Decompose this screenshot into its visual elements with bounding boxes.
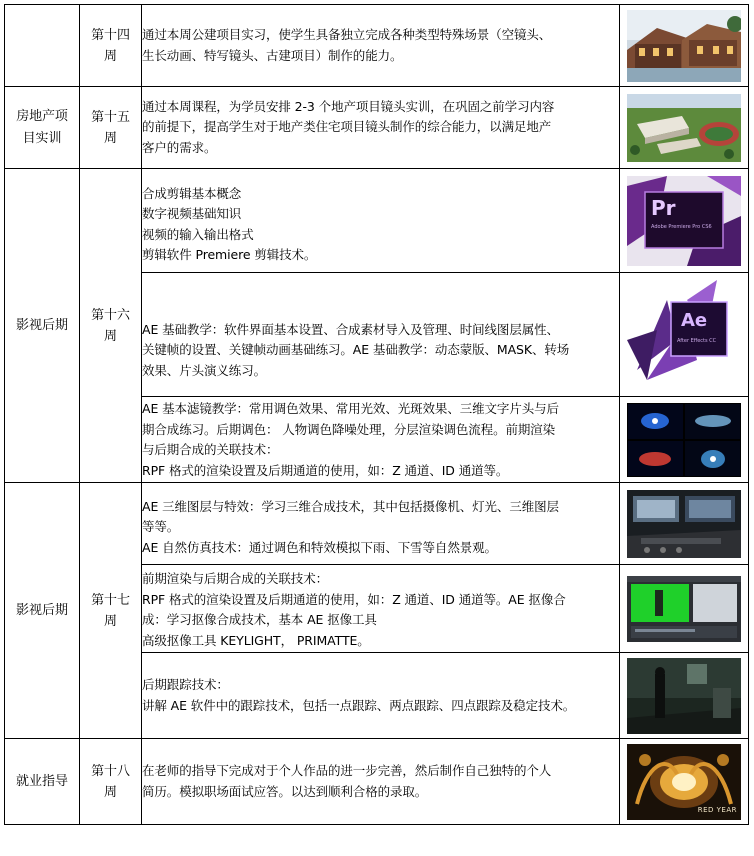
- description-line: 等等。: [142, 519, 180, 535]
- module-cell: [5, 87, 80, 169]
- module-cell: 影视后期: [5, 169, 80, 483]
- description-cell: [142, 169, 620, 273]
- campus-aerial-render: [627, 94, 741, 162]
- description-line: 期合成练习。后期调色： 人物调色降噪处理，分层渲染调色流程。前期渲染: [142, 421, 556, 437]
- week-cell: [80, 739, 142, 825]
- module-cell: [5, 5, 80, 87]
- week-cell: [80, 5, 142, 87]
- green-screen-keying-image: [627, 576, 741, 642]
- description-cell: [142, 653, 620, 739]
- description-line: 关键帧的设置、关键帧动画基础练习。AE 基础教学：动态蒙版、MASK、转场: [142, 342, 570, 358]
- description-line: 合成剪辑基本概念: [142, 185, 242, 201]
- module-label: 目实训: [22, 130, 62, 146]
- thumbnail-cell: [620, 169, 749, 273]
- week-label: 周: [104, 784, 117, 800]
- week-cell: [80, 87, 142, 169]
- description-cell: [142, 397, 620, 483]
- week-label: 第十五: [91, 109, 130, 125]
- table-row: [5, 87, 749, 169]
- week-label: 周: [104, 130, 117, 146]
- light-effects-grid-image: [627, 403, 741, 477]
- description-line: AE 基本滤镜教学：常用调色效果、常用光效、光斑效果、三维文字片头与后: [142, 401, 559, 416]
- after-effects-logo-text: Ae: [681, 309, 708, 331]
- description-line: 数字视频基础知识: [142, 206, 242, 221]
- thumbnail-cell: [620, 397, 749, 483]
- thumbnail-cell: [620, 739, 749, 825]
- description-cell: [142, 273, 620, 397]
- description-line: AE 基础教学：软件界面基本设置、合成素材导入及管理、时间线图层属性、: [142, 321, 559, 337]
- description-line: AE 自然仿真技术：通过调色和特效模拟下雨、下雪等自然景观。: [142, 539, 497, 555]
- editing-suite-photo: [627, 490, 741, 558]
- description-cell: [142, 87, 620, 169]
- golden-dragon-render: [627, 744, 741, 820]
- description-cell: [142, 739, 620, 825]
- thumbnail-cell: [620, 5, 749, 87]
- description-line: 客户的需求。: [142, 139, 217, 155]
- description-line: 生长动画、特写镜头、古建项目）制作的能力。: [142, 47, 403, 63]
- description-cell: [142, 565, 620, 653]
- description-line: 在老师的指导下完成对于个人作品的进一步完善，然后制作自己独特的个人: [142, 763, 552, 778]
- description-line: 的前提下，提高学生对于地产类住宅项目镜头制作的综合能力，以满足地产: [142, 119, 552, 135]
- after-effects-logo-caption: After Effects CC: [677, 337, 717, 344]
- week-cell: [80, 169, 142, 483]
- watermark-text: RED YEAR: [697, 805, 737, 814]
- week-cell: [80, 483, 142, 739]
- after-effects-logo-icon: [627, 280, 741, 390]
- premiere-logo-icon: [627, 176, 741, 266]
- thumbnail-cell: [620, 87, 749, 169]
- premiere-logo-text: Pr: [651, 195, 676, 220]
- week-label: 周: [104, 613, 117, 629]
- module-cell: 影视后期: [5, 483, 80, 739]
- week-label: 第十六: [91, 307, 130, 323]
- thumbnail-cell: [620, 653, 749, 739]
- curriculum-table: [4, 4, 749, 825]
- description-line: 通过本周课程，为学员安排 2-3 个地产项目镜头实训，在巩固之前学习内容: [142, 98, 555, 114]
- description-line: 前期渲染与后期合成的关联技术：: [142, 571, 329, 586]
- thumbnail-cell: [620, 273, 749, 397]
- description-cell: [142, 483, 620, 565]
- table-row: [5, 483, 749, 565]
- ancient-building-photo: [627, 10, 741, 82]
- week-label: 周: [104, 48, 117, 64]
- description-line: RPF 格式的渲染设置及后期通道的使用，如：Z 通道、ID 通道等。: [142, 462, 509, 478]
- module-label: 房地产项: [16, 108, 68, 124]
- motion-tracking-scene-image: [627, 658, 741, 734]
- description-line: 讲解 AE 软件中的跟踪技术，包括一点跟踪、两点跟踪、四点跟踪及稳定技术。: [142, 697, 576, 713]
- description-line: 效果、片头演义练习。: [142, 362, 267, 378]
- description-line: 与后期合成的关联技术：: [142, 442, 279, 457]
- week-label: 第十四: [91, 27, 130, 43]
- description-line: 后期跟踪技术：: [142, 677, 229, 692]
- week-label: 周: [104, 328, 117, 344]
- description-line: 简历。模拟职场面试应答。以达到顺利合格的录取。: [142, 783, 428, 799]
- description-line: 通过本周公建项目实习，使学生具备独立完成各种类型特殊场景（空镜头、: [142, 27, 552, 42]
- thumbnail-cell: [620, 565, 749, 653]
- week-label: 第十八: [91, 763, 130, 779]
- description-line: RPF 格式的渲染设置及后期通道的使用，如：Z 通道、ID 通道等。AE 抠像合: [142, 591, 566, 607]
- description-line: AE 三维图层与特效：学习三维合成技术，其中包括摄像机、灯光、三维图层: [142, 498, 559, 514]
- description-line: 高级抠像工具 KEYLIGHT， PRIMATTE。: [142, 632, 370, 648]
- table-row: [5, 739, 749, 825]
- module-cell: 就业指导: [5, 739, 80, 825]
- week-label: 第十七: [91, 592, 130, 608]
- description-line: 剪辑软件 Premiere 剪辑技术。: [142, 247, 317, 262]
- premiere-logo-caption: Adobe Premiere Pro CS6: [651, 223, 712, 230]
- thumbnail-cell: [620, 483, 749, 565]
- table-row: [5, 169, 749, 273]
- table-row: [5, 5, 749, 87]
- description-line: 成：学习抠像合成技术，基本 AE 抠像工具: [142, 612, 377, 627]
- description-cell: [142, 5, 620, 87]
- description-line: 视频的输入输出格式: [142, 226, 254, 242]
